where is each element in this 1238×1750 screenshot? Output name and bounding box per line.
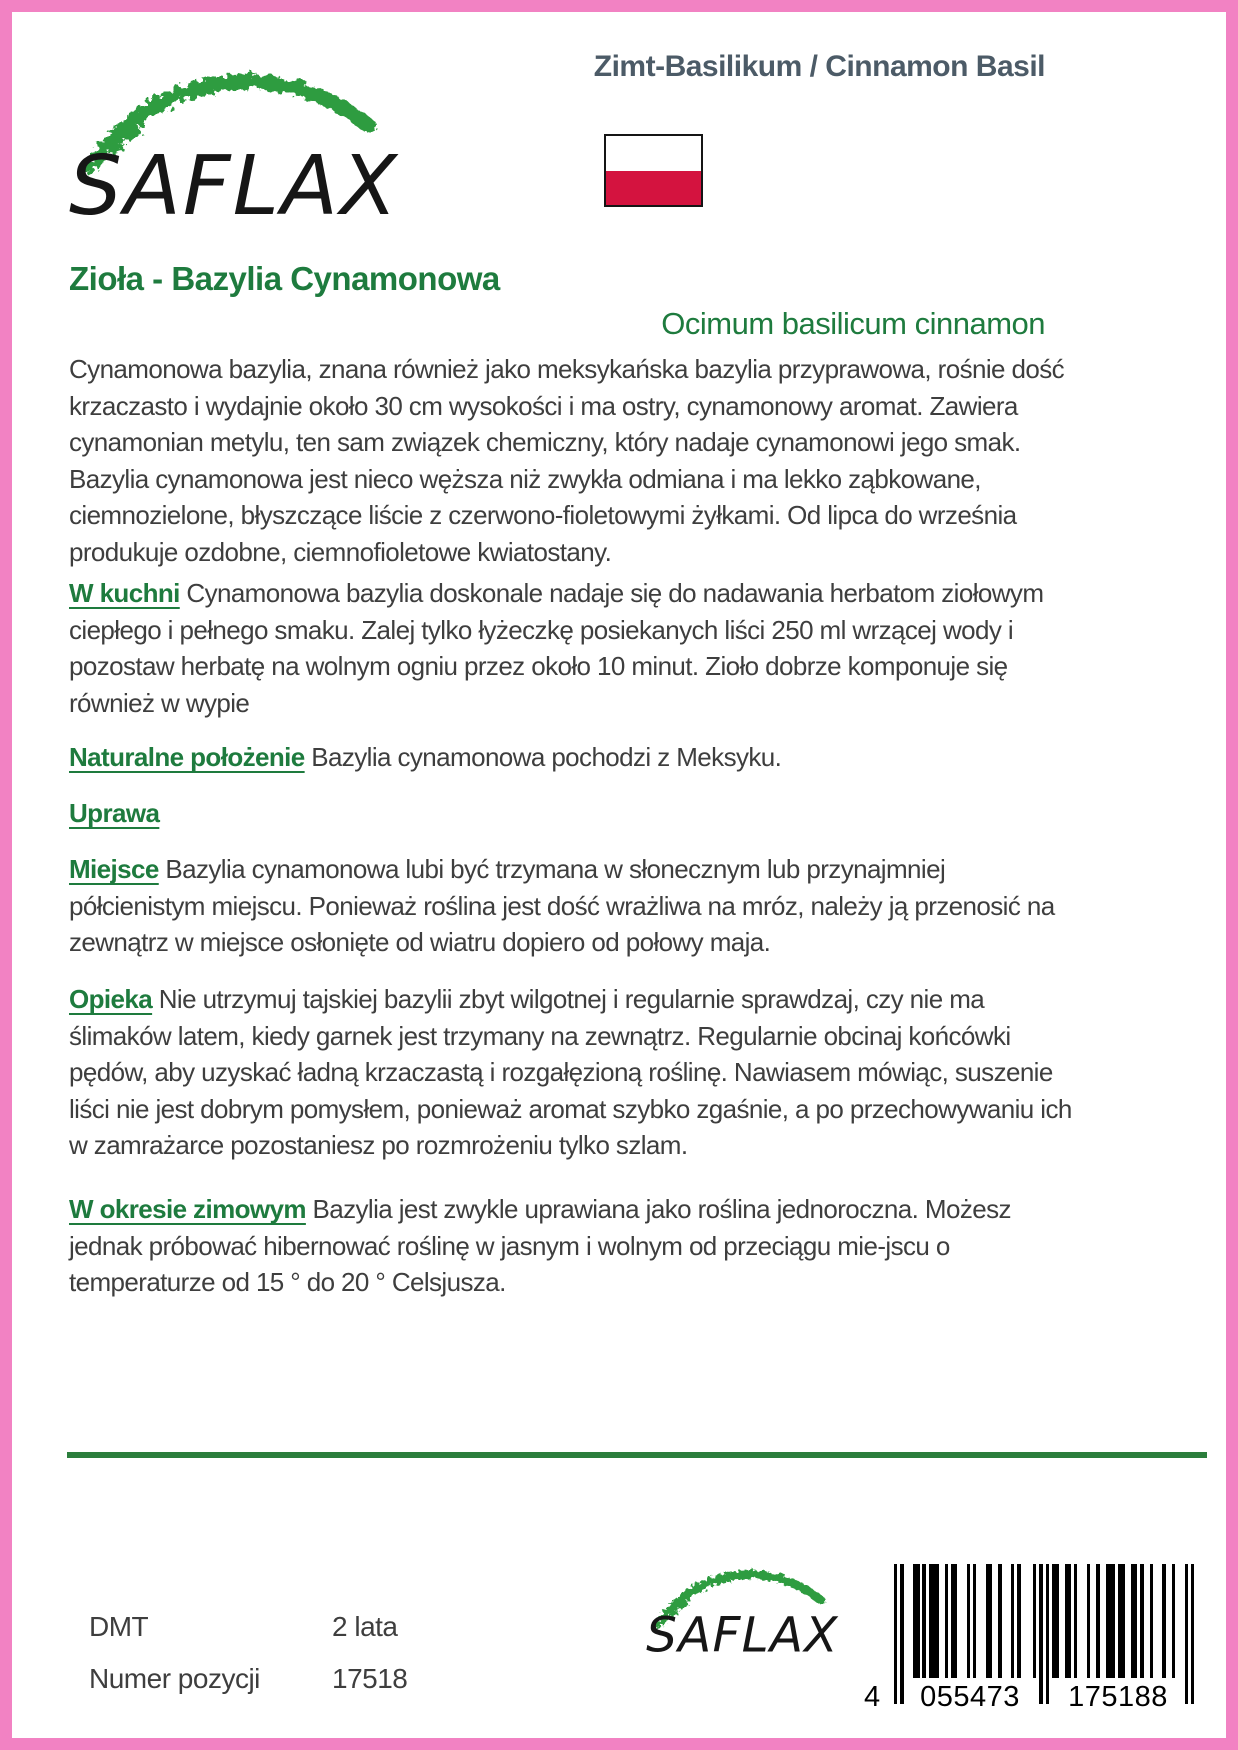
poland-flag-icon: [604, 134, 703, 207]
dmt-value: 2 lata: [332, 1611, 398, 1642]
section-uprawa: [69, 795, 1074, 832]
ean-barcode: [864, 1564, 1194, 1713]
flag-red-stripe: [606, 171, 701, 206]
section-opieka: [69, 981, 1074, 1164]
dmt-label: DMT: [89, 1611, 149, 1642]
section-heading: Uprawa: [69, 798, 160, 828]
section-heading: W okresie zimowym: [69, 1194, 306, 1224]
section-miejsce: [69, 851, 1074, 961]
saflax-logo-graphic: [67, 38, 403, 228]
section-text: Bazylia cynamonowa pochodzi z Meksyku.: [311, 742, 782, 772]
saflax-logo-graphic: [645, 1549, 841, 1660]
product-title: Zimt-Basilikum / Cinnamon Basil: [593, 50, 1045, 83]
saflax-logo: [67, 38, 403, 233]
intro-paragraph: Cynamonowa bazylia, znana również jako meksykańska bazylia przyprawowa, rośnie dość krzaczasto i wydajnie około 30 cm wysokości i ma ostry, cynamonowy aromat. Zawiera cynamonian metylu, ten sam związek chemiczny, który nadaje cynamonowi jego smak. Bazylia cynamonowa jest nieco węższa niż zwykła odmiana i ma lekko ząbkowane, ciemnozielone, błyszczące liście z czerwono-fioletowymi żyłkami. Od lipca do września produkuje ozdobne, ciemnofioletowe kwiatostany.: [69, 354, 1065, 567]
item-number-label: Numer pozycji: [89, 1663, 260, 1694]
barcode-right-digits: 175188: [1068, 1681, 1168, 1713]
logo-wordmark: SAFLAX: [646, 1608, 839, 1660]
item-number-value: 17518: [332, 1663, 408, 1694]
section-heading: Miejsce: [69, 854, 159, 884]
section-heading: W kuchni: [69, 578, 180, 608]
section-w-okresie-zimowym: [69, 1191, 1074, 1301]
section-heading: Opieka: [69, 984, 153, 1014]
flag-white-stripe: [606, 136, 701, 171]
section-text: Bazylia cynamonowa lubi być trzymana w słonecznym lub przynajmniej półcienistym miejscu. Ponieważ roślina jest dość wrażliwa na mróz, należy ją przenosić na zewnątrz w miejsce osłonięte od wiatru dopiero od połowy maja.: [69, 854, 1055, 957]
saflax-logo-footer: [645, 1549, 841, 1665]
divider-line: [67, 1452, 1207, 1458]
section-text: Nie utrzymuj tajskiej bazylii zbyt wilgotnej i regularnie sprawdzaj, czy nie ma ślimaków latem, kiedy garnek jest trzymany na zewnątrz. Regularnie obcinaj końcówki pędów, aby uzyskać ładną krzaczastą i rozgałęzioną roślinę. Nawiasem mówiąc, suszenie liści nie jest dobrym pomysłem, ponieważ aromat szybko zgaśnie, a po przechowywaniu ich w zamrażarce pozostaniesz po rozmrożeniu tylko szlam.: [69, 984, 1072, 1160]
section-heading: Naturalne położenie: [69, 742, 305, 772]
section-naturalne-polozenie: [69, 739, 1074, 776]
section-text: Cynamonowa bazylia doskonale nadaje się do nadawania herbatom ziołowym ciepłego i pełnego smaku. Zalej tylko łyżeczkę posiekanych liści 250 ml wrzącej wody i pozostaw herbatę na wolnym ogniu przez około 10 minut. Zioło dobrze komponuje się również w wypie: [69, 578, 1044, 718]
botanical-name: Ocimum basilicum cinnamon: [661, 306, 1045, 341]
barcode-prefix-digit: 4: [864, 1681, 881, 1713]
section-w-kuchni: [69, 575, 1074, 721]
category-title: Zioła - Bazylia Cynamonowa: [69, 260, 500, 297]
logo-wordmark: SAFLAX: [69, 139, 399, 228]
section-text: Bazylia jest zwykle uprawiana jako roślina jednoroczna. Możesz jednak próbować hibernować roślinę w jasnym i wolnym od przeciągu mie-jscu o temperaturze od 15 ° do 20 ° Celsjusza.: [69, 1194, 1011, 1297]
barcode-left-digits: 055473: [920, 1681, 1020, 1713]
